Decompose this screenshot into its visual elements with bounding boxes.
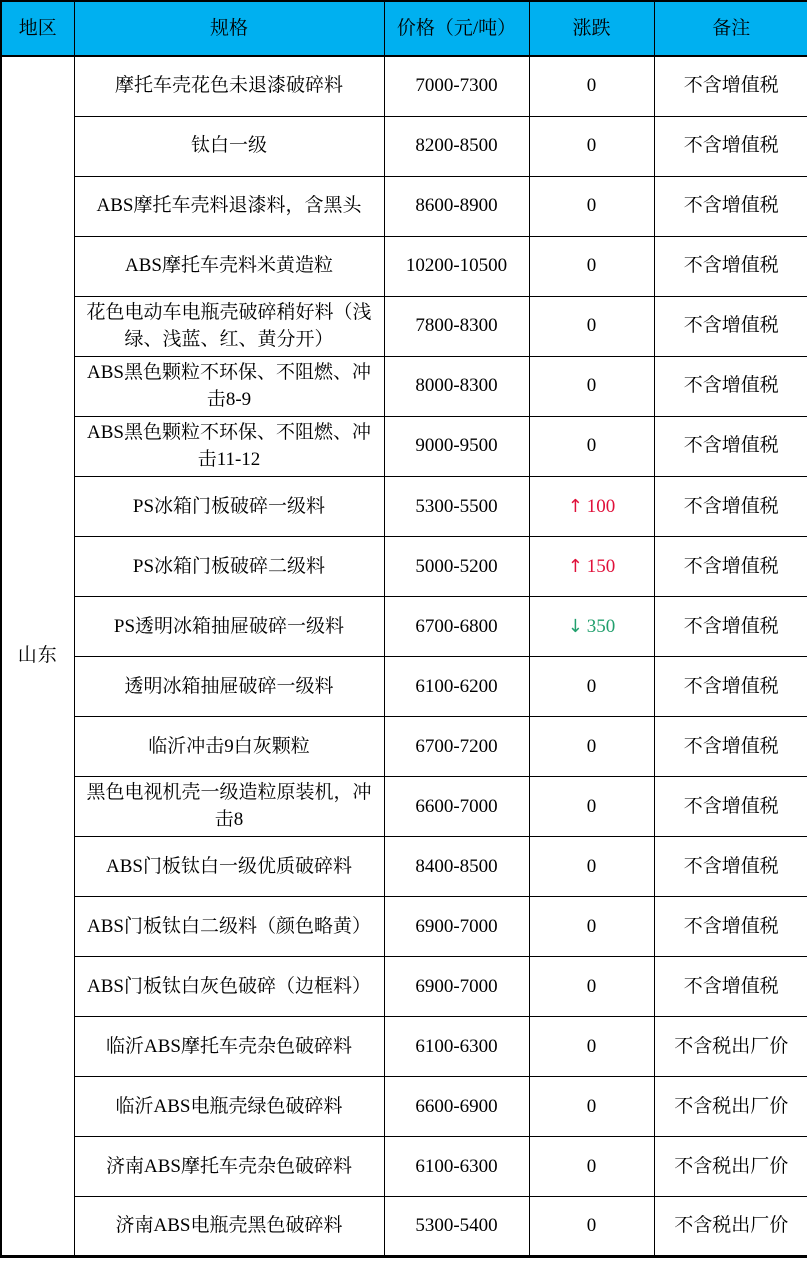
spec-cell: 摩托车壳花色未退漆破碎料 — [74, 56, 384, 116]
header-region: 地区 — [1, 1, 74, 56]
note-cell: 不含增值税 — [654, 56, 807, 116]
up-arrow-icon: ↑ — [567, 555, 583, 577]
note-cell: 不含增值税 — [654, 356, 807, 416]
spec-cell: ABS门板钛白灰色破碎（边框料） — [74, 956, 384, 1016]
change-cell: 0 — [529, 176, 654, 236]
price-cell: 8600-8900 — [384, 176, 529, 236]
note-cell: 不含增值税 — [654, 956, 807, 1016]
change-value: 100 — [586, 495, 616, 517]
note-cell: 不含增值税 — [654, 536, 807, 596]
spec-cell: ABS门板钛白二级料（颜色略黄） — [74, 896, 384, 956]
table-row — [1, 896, 807, 956]
note-cell: 不含增值税 — [654, 296, 807, 356]
change-cell: 0 — [529, 836, 654, 896]
change-cell — [529, 476, 654, 536]
spec-cell: PS冰箱门板破碎一级料 — [74, 476, 384, 536]
note-cell: 不含税出厂价 — [654, 1016, 807, 1076]
note-cell: 不含增值税 — [654, 116, 807, 176]
spec-cell: 透明冰箱抽屉破碎一级料 — [74, 656, 384, 716]
table-row — [1, 956, 807, 1016]
header-change: 涨跌 — [529, 1, 654, 56]
price-cell: 6700-7200 — [384, 716, 529, 776]
spec-cell: 临沂ABS电瓶壳绿色破碎料 — [74, 1076, 384, 1136]
table-row — [1, 1016, 807, 1076]
table-row — [1, 416, 807, 476]
spec-cell: 黑色电视机壳一级造粒原装机，冲击8 — [74, 776, 384, 836]
table-row — [1, 776, 807, 836]
spec-cell: PS透明冰箱抽屉破碎一级料 — [74, 596, 384, 656]
note-cell: 不含税出厂价 — [654, 1076, 807, 1136]
table-row — [1, 1076, 807, 1136]
table-row — [1, 356, 807, 416]
spec-cell: ABS门板钛白一级优质破碎料 — [74, 836, 384, 896]
note-cell: 不含增值税 — [654, 896, 807, 956]
price-cell: 8200-8500 — [384, 116, 529, 176]
note-cell: 不含增值税 — [654, 716, 807, 776]
down-arrow-icon: ↓ — [567, 615, 583, 637]
change-cell: 0 — [529, 896, 654, 956]
spec-cell: 钛白一级 — [74, 116, 384, 176]
price-cell: 6700-6800 — [384, 596, 529, 656]
header-spec: 规格 — [74, 1, 384, 56]
note-cell: 不含税出厂价 — [654, 1196, 807, 1256]
change-cell — [529, 536, 654, 596]
spec-cell: ABS黑色颗粒不环保、不阻燃、冲击8-9 — [74, 356, 384, 416]
note-cell: 不含增值税 — [654, 416, 807, 476]
price-cell: 5300-5500 — [384, 476, 529, 536]
note-cell: 不含增值税 — [654, 176, 807, 236]
spec-cell: PS冰箱门板破碎二级料 — [74, 536, 384, 596]
change-cell — [529, 596, 654, 656]
change-cell: 0 — [529, 1016, 654, 1076]
price-cell: 6600-7000 — [384, 776, 529, 836]
table-row — [1, 716, 807, 776]
price-cell: 6900-7000 — [384, 896, 529, 956]
note-cell: 不含税出厂价 — [654, 1136, 807, 1196]
change-cell: 0 — [529, 296, 654, 356]
spec-cell: 济南ABS摩托车壳杂色破碎料 — [74, 1136, 384, 1196]
change-cell: 0 — [529, 956, 654, 1016]
change-cell: 0 — [529, 56, 654, 116]
table-row — [1, 536, 807, 596]
price-cell: 10200-10500 — [384, 236, 529, 296]
spec-cell: ABS摩托车壳料退漆料，含黑头 — [74, 176, 384, 236]
change-value: 350 — [586, 615, 616, 637]
header-row — [1, 1, 807, 56]
price-table-header — [1, 1, 807, 56]
price-cell: 7000-7300 — [384, 56, 529, 116]
change-cell: 0 — [529, 776, 654, 836]
change-cell: 0 — [529, 356, 654, 416]
table-row — [1, 1136, 807, 1196]
price-cell: 8000-8300 — [384, 356, 529, 416]
spec-cell: 花色电动车电瓶壳破碎稍好料（浅绿、浅蓝、红、黄分开） — [74, 296, 384, 356]
change-cell: 0 — [529, 1076, 654, 1136]
price-cell: 6100-6200 — [384, 656, 529, 716]
note-cell: 不含增值税 — [654, 236, 807, 296]
change-cell: 0 — [529, 116, 654, 176]
change-cell: 0 — [529, 656, 654, 716]
spec-cell: 临沂ABS摩托车壳杂色破碎料 — [74, 1016, 384, 1076]
change-cell: 0 — [529, 1196, 654, 1256]
up-arrow-icon: ↑ — [567, 495, 583, 517]
price-cell: 6100-6300 — [384, 1136, 529, 1196]
change-value: 150 — [586, 555, 616, 577]
region-cell: 山东 — [1, 56, 74, 1256]
change-cell: 0 — [529, 716, 654, 776]
spec-cell: ABS黑色颗粒不环保、不阻燃、冲击11-12 — [74, 416, 384, 476]
price-cell: 9000-9500 — [384, 416, 529, 476]
note-cell: 不含增值税 — [654, 776, 807, 836]
header-note: 备注 — [654, 1, 807, 56]
table-row — [1, 176, 807, 236]
note-cell: 不含增值税 — [654, 836, 807, 896]
price-cell: 8400-8500 — [384, 836, 529, 896]
spec-cell: ABS摩托车壳料米黄造粒 — [74, 236, 384, 296]
price-table-body — [1, 56, 807, 1256]
table-row — [1, 1196, 807, 1256]
header-price: 价格（元/吨） — [384, 1, 529, 56]
table-row — [1, 836, 807, 896]
price-cell: 6600-6900 — [384, 1076, 529, 1136]
note-cell: 不含增值税 — [654, 476, 807, 536]
change-cell: 0 — [529, 236, 654, 296]
price-cell: 7800-8300 — [384, 296, 529, 356]
note-cell: 不含增值税 — [654, 596, 807, 656]
table-row — [1, 296, 807, 356]
price-cell: 5300-5400 — [384, 1196, 529, 1256]
change-cell: 0 — [529, 1136, 654, 1196]
change-cell: 0 — [529, 416, 654, 476]
table-row — [1, 596, 807, 656]
price-cell: 6900-7000 — [384, 956, 529, 1016]
table-row — [1, 476, 807, 536]
table-row — [1, 236, 807, 296]
price-cell: 6100-6300 — [384, 1016, 529, 1076]
table-row — [1, 116, 807, 176]
table-row — [1, 56, 807, 116]
spec-cell: 济南ABS电瓶壳黑色破碎料 — [74, 1196, 384, 1256]
spec-cell: 临沂冲击9白灰颗粒 — [74, 716, 384, 776]
table-row — [1, 656, 807, 716]
price-cell: 5000-5200 — [384, 536, 529, 596]
note-cell: 不含增值税 — [654, 656, 807, 716]
